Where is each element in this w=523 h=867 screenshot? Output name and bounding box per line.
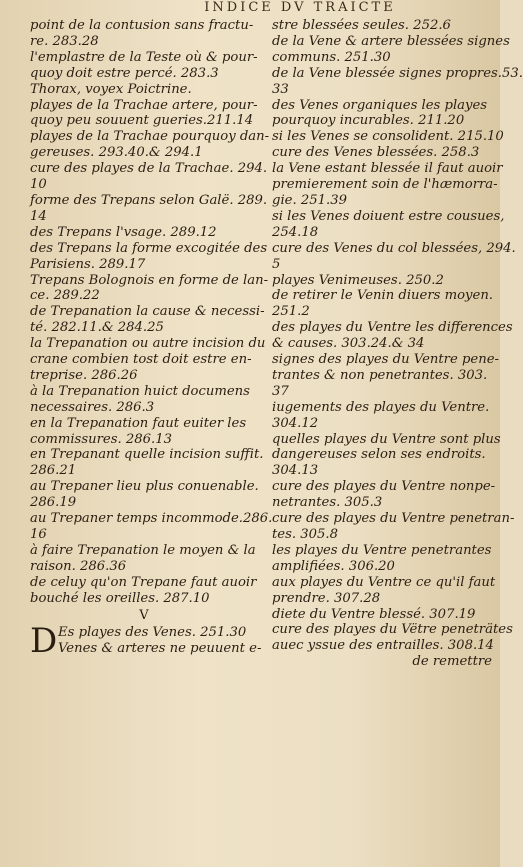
index-entry: gie. 251.39 xyxy=(272,192,347,208)
index-entry: playes de la Trachae pourquoy dan- xyxy=(30,129,270,145)
index-entry: en Trepanant quelle incision suffit. xyxy=(30,447,264,463)
section-v-start xyxy=(30,621,262,662)
index-entry: netrantes. 305.3 xyxy=(272,495,383,511)
index-entry: au Trepaner lieu plus conuenable. xyxy=(30,479,259,495)
index-entry: 5 xyxy=(272,256,281,272)
index-entry: de celuy qu'on Trepane faut auoir xyxy=(30,574,257,590)
index-entry: de retirer le Venin diuers moyen. xyxy=(272,288,493,304)
index-entry: cure des Venes du col blessées, 294. xyxy=(272,240,516,256)
index-entry: ce. 289.22 xyxy=(30,288,100,304)
index-entry: forme des Trepans selon Galë. 289. xyxy=(30,192,268,208)
index-entry: cure des Venes blessées. 258.3 xyxy=(272,145,480,161)
index-entry: aux playes du Ventre ce qu'il faut xyxy=(272,574,496,590)
index-entry: diete du Ventre blessé. 307.19 xyxy=(272,606,476,622)
index-entry: necessaires. 286.3 xyxy=(30,399,155,415)
index-entry: auec yssue des entrailles. 308.14 xyxy=(272,638,494,654)
index-entry: des Venes organiques les playes xyxy=(272,97,488,113)
index-entry: quoy peu souuent gueries.211.14 xyxy=(30,113,254,129)
running-header: INDICE DV TRAICTE xyxy=(204,0,396,15)
index-entry: quelles playes du Ventre sont plus xyxy=(272,431,501,447)
index-entry: pourquoy incurables. 211.20 xyxy=(272,113,465,129)
index-entry: amplifiées. 306.20 xyxy=(272,558,395,574)
index-entry: re. 283.28 xyxy=(30,33,99,49)
index-entry: communs. 251.30 xyxy=(272,49,391,65)
index-entry: des Trepans l'vsage. 289.12 xyxy=(30,224,217,240)
index-entry: si les Venes doiuent estre cousues, xyxy=(272,208,505,224)
index-entry: 16 xyxy=(30,527,47,542)
index-entry: cure des playes du Ventre penetran- xyxy=(272,511,515,527)
index-entry: 10 xyxy=(30,177,47,193)
section-letter: V xyxy=(139,607,149,623)
index-entry: Venes & arteres ne peuuent e- xyxy=(58,641,262,657)
index-entry: quoy doit estre percé. 283.3 xyxy=(30,65,219,81)
index-entry: les playes du Ventre penetrantes xyxy=(272,542,492,558)
index-entry: de Trepanation la cause & necessi- xyxy=(30,304,265,320)
index-entry: playes Venimeuses. 250.2 xyxy=(272,272,444,288)
index-entry: 251.2 xyxy=(272,304,310,320)
index-entry: raison. 286.36 xyxy=(30,558,127,574)
index-entry: des Trepans la forme excogitée des xyxy=(30,240,268,256)
index-entry: en la Trepanation faut euiter les xyxy=(30,415,247,431)
index-entry: cure des playes de la Trachae. 294. xyxy=(30,161,268,177)
index-entry: 254.18 xyxy=(272,224,319,240)
index-entry: la Trepanation ou autre incision du xyxy=(30,336,266,352)
index-entry: signes des playes du Ventre pene- xyxy=(272,352,499,368)
drop-cap: D xyxy=(30,621,58,662)
index-entry: Parisiens. 289.17 xyxy=(30,256,146,272)
index-entry: prendre. 307.28 xyxy=(272,590,381,606)
index-entry: la Vene estant blessée il faut auoir xyxy=(272,161,503,177)
left-entries xyxy=(30,18,273,607)
right-entries xyxy=(272,18,523,654)
index-entry: 304.12 xyxy=(272,415,319,431)
index-entry: iugements des playes du Ventre. xyxy=(272,399,490,415)
index-entry: des playes du Ventre les differences xyxy=(272,320,513,336)
index-entry: 286.21 xyxy=(30,463,77,479)
index-entry: au Trepaner temps incommode.286. xyxy=(30,511,273,527)
index-entry: 286.19 xyxy=(30,495,77,511)
index-entry: cure des playes du Vëtre peneträtes xyxy=(272,622,513,638)
index-entry: bouché les oreilles. 287.10 xyxy=(30,590,210,606)
index-entry: Es playes des Venes. 251.30 xyxy=(58,625,247,641)
index-entry: 304.13 xyxy=(272,463,319,479)
index-entry: stre blessées seules. 252.6 xyxy=(272,18,451,33)
index-entry: trantes & non penetrantes. 303. xyxy=(272,367,488,383)
index-entry: playes de la Trachae artere, pour- xyxy=(30,97,258,113)
index-entry: si les Venes se consolident. 215.10 xyxy=(272,129,504,145)
right-column xyxy=(272,18,523,670)
index-entry: dangereuses selon ses endroits. xyxy=(272,447,486,463)
index-entry: té. 282.11.& 284.25 xyxy=(30,320,164,336)
index-entry: tes. 305.8 xyxy=(272,527,339,542)
index-entry: l'emplastre de la Teste où & pour- xyxy=(30,49,258,65)
index-entry: 14 xyxy=(30,208,47,224)
index-entry: à la Trepanation huict documens xyxy=(30,383,250,399)
index-entry: 33 xyxy=(272,81,289,97)
index-entry: commissures. 286.13 xyxy=(30,431,172,447)
index-entry: Thorax, voyex Poictrine. xyxy=(30,81,192,97)
index-entry: cure des playes du Ventre nonpe- xyxy=(272,479,496,495)
index-entry: premierement soin de l'hæmorra- xyxy=(272,177,498,193)
index-entry: gereuses. 293.40.& 294.1 xyxy=(30,145,203,161)
index-entry: point de la contusion sans fractu- xyxy=(30,18,254,33)
left-column xyxy=(30,18,273,662)
index-entry: 37 xyxy=(272,383,289,399)
index-entry: crane combien tost doit estre en- xyxy=(30,352,252,368)
index-entry: treprise. 286.26 xyxy=(30,367,138,383)
index-entry: à faire Trepanation le moyen & la xyxy=(30,542,256,558)
index-entry: de la Vene & artere blessées signes xyxy=(272,33,510,49)
index-entry: & causes. 303.24.& 34 xyxy=(272,336,425,352)
catchword: de remettre xyxy=(412,654,492,670)
index-entry: de la Vene blessée signes propres.53. xyxy=(272,65,523,81)
index-entry: Trepans Bolognois en forme de lan- xyxy=(30,272,269,288)
